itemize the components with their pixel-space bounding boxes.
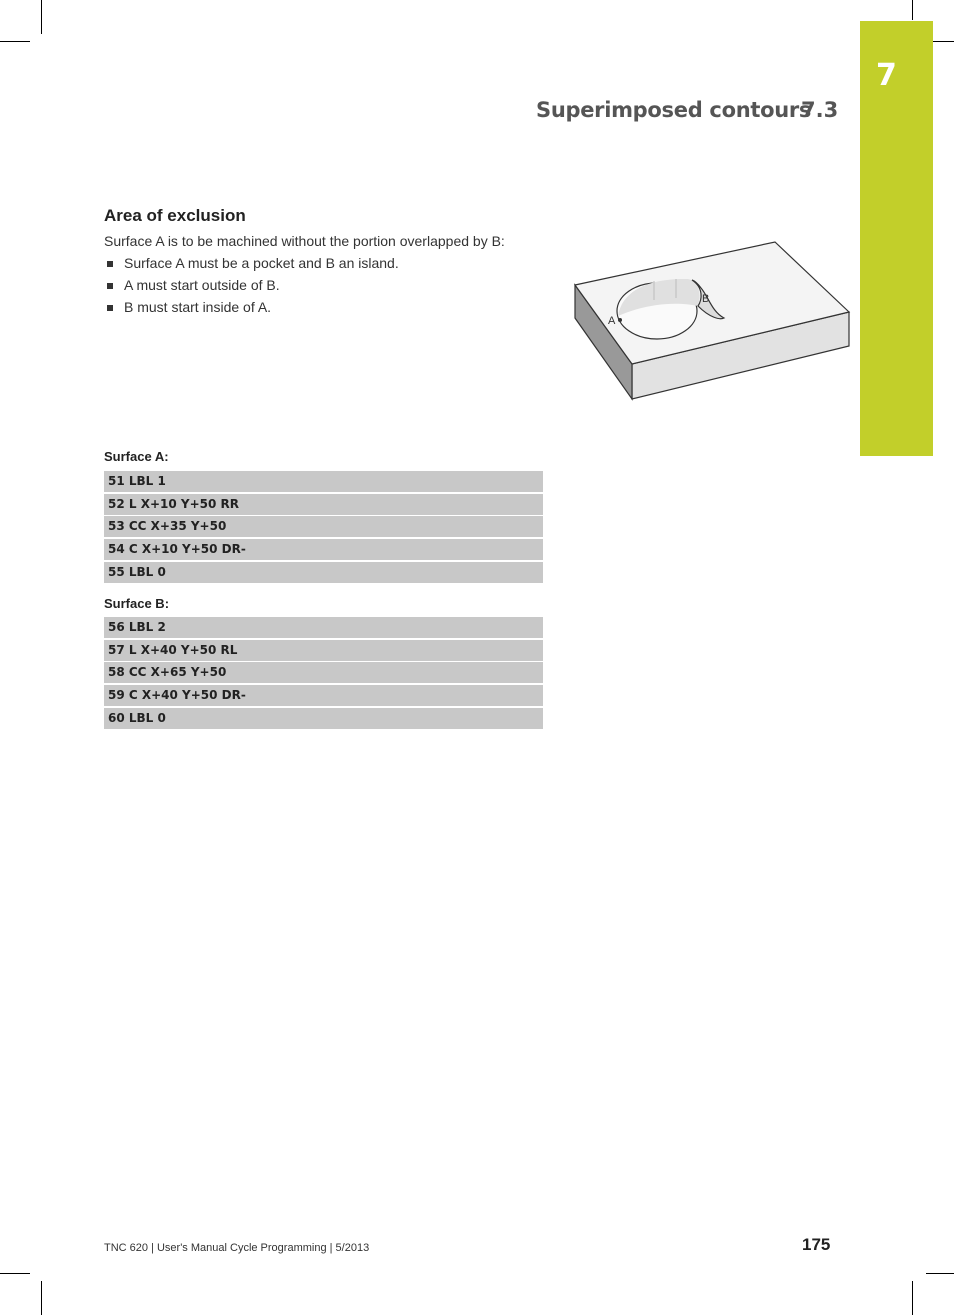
surface-a-code-table <box>104 471 543 584</box>
crop-mark <box>0 41 30 42</box>
bullet-icon <box>107 283 113 289</box>
intro-text: Surface A is to be machined without the portion overlapped by B: <box>104 233 505 249</box>
surface-a-label: Surface A: <box>104 449 169 464</box>
table-row: 53 CC X+35 Y+50 <box>104 516 543 537</box>
list-item: B must start inside of A. <box>104 299 399 321</box>
table-row: 60 LBL 0 <box>104 708 543 729</box>
crop-mark <box>0 1273 30 1274</box>
surface-b-label: Surface B: <box>104 596 170 611</box>
table-row: 57 L X+40 Y+50 RL <box>104 640 543 661</box>
list-item: Surface A must be a pocket and B an island. <box>104 255 399 277</box>
requirement-list <box>104 255 399 321</box>
chapter-number: 7 <box>876 58 897 93</box>
label-a: A <box>608 315 616 327</box>
footer-text: TNC 620 | User's Manual Cycle Programming | 5/2013 <box>104 1242 370 1254</box>
label-b: B <box>702 293 710 305</box>
page-number: 175 <box>802 1235 831 1254</box>
page-heading: Area of exclusion <box>104 206 246 225</box>
start-point-a <box>618 318 622 322</box>
crop-mark <box>41 0 42 34</box>
section-title: Superimposed contours <box>536 98 812 122</box>
bullet-icon <box>107 261 113 267</box>
table-row: 51 LBL 1 <box>104 471 543 492</box>
crop-mark <box>912 0 913 20</box>
surface-b-code-table <box>104 617 543 730</box>
crop-mark <box>912 1281 913 1315</box>
table-row: 58 CC X+65 Y+50 <box>104 662 543 683</box>
exclusion-illustration <box>570 238 855 404</box>
table-row: 55 LBL 0 <box>104 562 543 583</box>
table-row: 52 L X+10 Y+50 RR <box>104 494 543 515</box>
section-number: 7.3 <box>801 98 839 122</box>
table-row: 59 C X+40 Y+50 DR- <box>104 685 543 706</box>
bullet-icon <box>107 305 113 311</box>
crop-mark <box>926 1273 954 1274</box>
table-row: 56 LBL 2 <box>104 617 543 638</box>
crop-mark <box>41 1281 42 1315</box>
list-item: A must start outside of B. <box>104 277 399 299</box>
table-row: 54 C X+10 Y+50 DR- <box>104 539 543 560</box>
